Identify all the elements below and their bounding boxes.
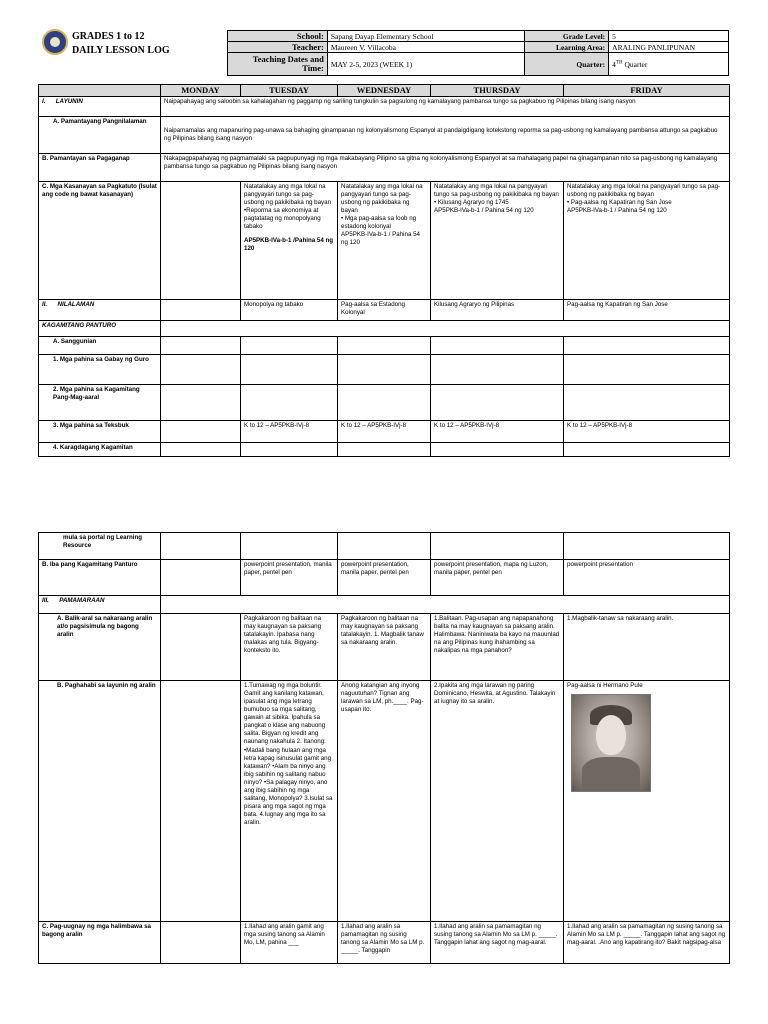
teksbuk-friday: K to 12 – AP5PKB-IVj-8 — [564, 421, 730, 443]
nilalaman-friday: Pag-aalsa ng Kapatiran ng San Jose — [564, 300, 730, 321]
nilalaman-text-label: NILALAMAN — [57, 301, 95, 309]
portal-friday — [564, 533, 730, 560]
pag-uugnay-monday — [161, 922, 241, 964]
portal-thursday — [431, 533, 564, 560]
sanggunian-monday — [161, 337, 241, 355]
kagamitang-mag-aaral-monday — [161, 385, 241, 421]
nilalaman-thursday: Kilusang Agraryo ng Pilipinas — [431, 300, 564, 321]
karagdagang-tuesday — [241, 443, 338, 457]
portrait-face — [596, 715, 626, 755]
karagdagang-friday — [564, 443, 730, 457]
kagamitang-mag-aaral-tuesday — [241, 385, 338, 421]
pamamaraan-text-label: PAMAMARAAN — [59, 597, 105, 604]
teacher-label: Teacher: — [228, 42, 328, 53]
nilalaman-monday — [161, 300, 241, 321]
gabay-guro-friday — [564, 355, 730, 385]
kasanayan-thursday-2: • Kilusang Agraryo ng 1745 — [434, 199, 509, 207]
iba-pang-kagamitan-tuesday: powerpoint presentation, manila paper, pentel pen — [241, 560, 338, 596]
balik-aral-monday — [161, 614, 241, 681]
iba-pang-kagamitan-friday: powerpoint presentation — [564, 560, 730, 596]
pamamaraan-num: III. — [42, 597, 49, 604]
balik-aral-thursday: 1.Balitaan. Pag-usapan ang napapanahong balita na may kaugnayan sa paksang aralin. Halimbawa: Naniniwala ba kayo na mauunlad na ang Pilipinas kung ihahambing sa nakalipas na mga panahon? — [431, 614, 564, 681]
gabay-guro-monday — [161, 355, 241, 385]
hermano-pule-portrait — [571, 694, 651, 792]
pamantayang-pangnilalaman-label: A. Pamantayang Pangnilalaman — [39, 117, 161, 154]
kagamitang-mag-aaral-label: 2. Mga pahina sa Kagamitang Pang-Mag-aaral — [39, 385, 161, 421]
pag-uugnay-wednesday: 1.Ilahad ang aralin sa pamamagitan ng susing tanong sa Alamin Mo sa LM p. _____. Tanggapin — [338, 922, 431, 964]
paghahabi-friday-text: Pag-aalsa ni Hermano Pule — [567, 682, 643, 689]
sanggunian-tuesday — [241, 337, 338, 355]
paghahabi-label: B. Paghahabi sa layunin ng aralin — [39, 681, 161, 922]
kasanayan-wednesday — [338, 182, 431, 300]
portal-wednesday — [338, 533, 431, 560]
day-header-thursday: THURSDAY — [431, 85, 564, 97]
iba-pang-kagamitan-monday — [161, 560, 241, 596]
balik-aral-friday: 1.Magbalik-tanaw sa nakaraang aralin. — [564, 614, 730, 681]
kagamitang-mag-aaral-thursday — [431, 385, 564, 421]
iba-pang-kagamitan-thursday: powerpoint presentation, mapa ng Luzon, manila paper, pentel pen — [431, 560, 564, 596]
grade-level-value: 5 — [609, 31, 729, 42]
kasanayan-wednesday-2: • Mga pag-aalsa sa loob ng estadong kolonyal — [341, 215, 417, 231]
paghahabi-friday — [564, 681, 730, 922]
kasanayan-friday — [564, 182, 730, 300]
pag-uugnay-thursday: 1.Ilahad ang aralin sa pamamagitan ng susing tanong sa Alamin Mo sa LM p. _____. Tanggapin lahat ang sagot ng mag-aaral. — [431, 922, 564, 964]
pamamaraan-cell — [161, 596, 730, 614]
kasanayan-thursday — [431, 182, 564, 300]
kasanayan-wednesday-1: Natatalakay ang mga lokal na pangyayari tungo sa pag-usbong ng pakikibaka ng bayan — [341, 183, 423, 215]
kasanayan-friday-1: Natatalakay ang mga lokal na pangyayari tungo sa pag-usbong ng pakikibaka ng bayan — [567, 183, 721, 199]
pamantayang-pangnilalaman-text: Naipamamalas ang mapanuring pag-unawa sa bahaging ginampanan ng kolonyalismong Espanyol at pandaigdigang kotekstong reporma sa pag-usbong ng kamalayang pambansa attungo sa pagkabuo ng Pilipinas bilang isang nasyon — [161, 117, 730, 154]
school-value: Sapang Dayap Elementary School — [327, 31, 525, 42]
quarter-suffix: TH — [615, 60, 623, 65]
iba-pang-kagamitan-wednesday: powerpoint presentation, manila paper, pentel pen — [338, 560, 431, 596]
balik-aral-wednesday: Pagkakaroon ng balitaan na may kaugnayan sa paksang tatalakayin. 1. Magbalik tanaw sa nakaraang aralin. — [338, 614, 431, 681]
learning-area-value: ARALING PANLIPUNAN — [609, 42, 729, 53]
layunin-text: Naipapahayag ang saloobin sa kahalagahan ng paggamp ng sariling tungkulin sa pagsulong ng kamalayang pambansa tungo sa pagkabuo ng Pilipinas bilang isang nasyon — [161, 97, 730, 117]
pag-uugnay-tuesday: 1.Ilahad ang aralin gamit ang mga susing tanong sa Alamin Mo, LM, pahina ___ — [241, 922, 338, 964]
balik-aral-label: A. Balik-aral sa nakaraang aralin at/o pagsisimula ng bagong aralin — [39, 614, 161, 681]
day-header-monday: MONDAY — [161, 85, 241, 97]
karagdagang-thursday — [431, 443, 564, 457]
nilalaman-tuesday: Monopolya ng tabako — [241, 300, 338, 321]
gabay-guro-thursday — [431, 355, 564, 385]
nilalaman-num: II. — [42, 301, 48, 309]
kasanayan-thursday-1: Natatalakay ang mga lokal na pangyayari tungo sa pag-usbong ng pakikibaka ng bayan — [434, 183, 559, 199]
kasanayan-tuesday-2: •Reporma sa ekonomiya at pagtatatag ng monopolyang tabako — [244, 207, 321, 231]
portal-tuesday — [241, 533, 338, 560]
day-header-friday: FRIDAY — [564, 85, 730, 97]
layunin-label — [39, 97, 161, 117]
teacher-value: Maureen V. Villacoba — [327, 42, 525, 53]
kagamitang-mag-aaral-friday — [564, 385, 730, 421]
school-label: School: — [228, 31, 328, 42]
kagamitang-panturo-cell — [161, 321, 730, 337]
gabay-guro-wednesday — [338, 355, 431, 385]
layunin-text-label: LAYUNIN — [55, 98, 83, 106]
pag-uugnay-friday: 1.Ilahad ang aralin sa pamamagitan ng susing tanong sa Alamin Mo sa LM p. _____. Tanggapin lahat ang sagot ng mag-aaral. .Ano ang kapatirang ito? Bakit nagsipag-alsa — [564, 922, 730, 964]
kasanayan-wednesday-3: AP5PKB-IVa-b-1 / Pahina 54 ng 120 — [341, 231, 420, 247]
lesson-log-table-page2 — [38, 532, 730, 964]
quarter-label: Quarter: — [525, 53, 609, 76]
quarter-value — [609, 53, 729, 76]
nilalaman-wednesday: Pag-aalsa sa Estadong Kolonyal — [338, 300, 431, 321]
portal-label: mula sa portal ng Learning Resource — [39, 533, 161, 560]
nilalaman-label — [39, 300, 161, 321]
paghahabi-thursday: 2.Ipakita ang mga larawan ng paring Dominicano, Heswita, at Agustino. Talakayin at iugnay ito sa aralin. — [431, 681, 564, 922]
kasanayan-monday — [161, 182, 241, 300]
sanggunian-thursday — [431, 337, 564, 355]
karagdagang-label: 4. Karagdagang Kagamitan — [39, 443, 161, 457]
day-header-blank — [39, 85, 161, 97]
learning-area-label: Learning Area: — [525, 42, 609, 53]
teksbuk-tuesday: K to 12 – AP5PKB-IVj-8 — [241, 421, 338, 443]
teksbuk-thursday: K to 12 – AP5PKB-IVj-8 — [431, 421, 564, 443]
kasanayan-thursday-3: AP5PKB-IVa-b-1 / Pahina 54 ng 120 — [434, 207, 534, 215]
paghahabi-monday — [161, 681, 241, 922]
teksbuk-wednesday: K to 12 – AP5PKB-IVj-8 — [338, 421, 431, 443]
karagdagang-wednesday — [338, 443, 431, 457]
kasanayan-friday-3: AP5PKB-IVa-b-1 / Pahina 54 ng 120 — [567, 207, 667, 215]
kasanayan-friday-2: • Pag-aalsa ng Kapatiran ng San Jose — [567, 199, 672, 207]
sanggunian-friday — [564, 337, 730, 355]
pamamaraan-label — [39, 596, 161, 614]
portal-monday — [161, 533, 241, 560]
teaching-dates-label — [228, 53, 328, 76]
portrait-body — [582, 757, 640, 791]
pag-uugnay-label: C. Pag-uugnay ng mga halimbawa sa bagong aralin — [39, 922, 161, 964]
layunin-num: I. — [42, 98, 46, 106]
teksbuk-label: 3. Mga pahina sa Teksbuk — [39, 421, 161, 443]
sanggunian-wednesday — [338, 337, 431, 355]
deped-seal-icon — [42, 29, 68, 55]
title-grades: GRADES 1 to 12 — [72, 31, 145, 42]
pamantayan-pagganap-text: Nakapagpapahayag ng pagmamalaki sa pagpupunyagi ng mga makabayang Pilipino sa gitna ng kolonyalismong Espanyol at sa mahalagang papel na ginagampanan nito sa pag-usbong ng kamalayang pambansa tungo sa pagkabuo ng Pilipinas bilang isang nasyon — [161, 154, 730, 182]
dates-label-line1: Teaching Dates and — [252, 53, 324, 64]
iba-pang-kagamitan-label: B. Iba pang Kagamitang Panturo — [39, 560, 161, 596]
quarter-number: 4 — [612, 59, 616, 69]
sanggunian-label: A. Sanggunian — [39, 337, 161, 355]
pamantayan-pagganap-label: B. Pamantayan sa Pagaganap — [39, 154, 161, 182]
kasanayan-tuesday-1: Natatalakay ang mga lokal na pangyayari tungo sa pag-usbong ng pakikibaka ng bayan — [244, 183, 332, 207]
header-info-table — [227, 30, 729, 76]
paghahabi-wednesday: Anong katangian ang inyong naguutuhan? Tignan ang larawan sa LM, ph.____. Pag-usapan ito. — [338, 681, 431, 922]
kasanayan-tuesday — [241, 182, 338, 300]
gabay-guro-tuesday — [241, 355, 338, 385]
grade-level-label: Grade Level: — [525, 31, 609, 42]
teksbuk-monday — [161, 421, 241, 443]
kasanayan-label: C. Mga Kasanayan sa Pagkatuto (Isulat ang code ng bawat kasanayan) — [39, 182, 161, 300]
lesson-log-table-page1 — [38, 84, 730, 457]
day-header-tuesday: TUESDAY — [241, 85, 338, 97]
quarter-word: Quarter — [624, 59, 648, 69]
kasanayan-tuesday-3: AP5PKB-IVa-b-1 /Pahina 54 ng 120 — [244, 237, 334, 253]
title-daily-lesson-log: DAILY LESSON LOG — [72, 45, 170, 56]
kagamitang-mag-aaral-wednesday — [338, 385, 431, 421]
paghahabi-tuesday: 1.Tumawag ng mga boluntir. Gamit ang kanilang katawan, ipasulat ang mga letrang bumubuo sa mga salitang, gawain at sibika. Ipahula sa pangkat o klase ang nabuong salita. Bigyan ng kredit ang naunang nakahula 2. Itanong: •Madali bang hulaan ang mga letra kapag isinusulat gamit ang katawan? •Alam ba ninyo ang ibig sabihin ng salitang nabuo ninyo? •Sa palagay ninyo, ano ang ibig sabihin ng mga salitang, Monopolya? 3.Isulat sa pisara ang mga sagot ng mga bata. 4.Iugnay ang mga ito sa aralin. — [241, 681, 338, 922]
karagdagang-monday — [161, 443, 241, 457]
kagamitang-panturo-label: KAGAMITANG PANTURO — [39, 321, 161, 337]
teaching-dates-value: MAY 2-5, 2023 (WEEK 1) — [327, 53, 525, 76]
balik-aral-tuesday: Pagkakaroon ng balitaan na may kaugnayan sa paksang tatalakayin. Ipabasa nang malakas ang tula. Bigyang-konteksto ito. — [241, 614, 338, 681]
dates-label-line2: Time: — [302, 63, 324, 73]
day-header-wednesday: WEDNESDAY — [338, 85, 431, 97]
gabay-guro-label: 1. Mga pahina sa Gabay ng Guro — [39, 355, 161, 385]
